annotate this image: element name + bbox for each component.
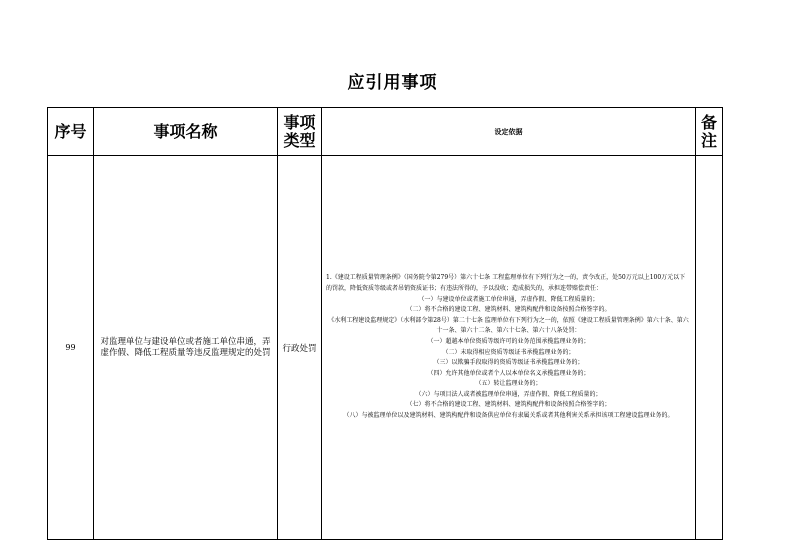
- basis-paragraph: 《水利工程建设监理规定》（水利部令第28号）第二十七条 监理单位有下列行为之一的，依照《建设工程质量管理条例》第六十条、第六十一条、第六十二条、第六十七条、第六十八条处罚：: [328, 316, 689, 335]
- page-title: 应引用事项: [347, 73, 438, 93]
- table-row: [48, 156, 723, 540]
- header-type: 事项类型: [278, 108, 322, 156]
- row-remark: [696, 156, 723, 540]
- basis-paragraph: （八）与被监理单位以及建筑材料、建筑构配件和设备供应单位有隶属关系或者其他利害关系承担该项工程建设监理业务的。: [343, 412, 674, 420]
- header-remark: 备注: [696, 108, 723, 156]
- header-basis: 设定依据: [322, 108, 696, 156]
- row-item-name: 对监理单位与建设单位或者施工单位串通，弄虚作假、降低工程质量等违反监理规定的处罚: [94, 156, 278, 540]
- basis-paragraph: （一）与建设单位或者施工单位串通，弄虚作假、降低工程质量的；: [418, 295, 599, 303]
- header-seq: 序号: [48, 108, 94, 156]
- basis-paragraph: 1.《建设工程质量管理条例》（国务院令第279号）第六十七条 工程监理单位有下列行为之一的，责令改正，处50万元以上100万元以下的罚款，降低资质等级或者吊销资质证书；有违法所得的，予以没收；造成损失的，承担连带赔偿责任：: [326, 274, 686, 292]
- header-name: 事项名称: [94, 108, 278, 156]
- basis-paragraph: （二）将不合格的建设工程、建筑材料、建筑构配件和设备按照合格签字的。: [406, 306, 611, 314]
- basis-paragraph: （三）以欺骗手段取得的资质等级证书承揽监理业务的；: [433, 359, 584, 367]
- basis-paragraph: （二）未取得相应资质等级证书承揽监理业务的；: [442, 348, 575, 356]
- items-table: [47, 107, 723, 540]
- table-header-row: [48, 108, 723, 156]
- basis-paragraph: （一）超越本单位资质等级许可的业务范围承揽监理业务的；: [427, 337, 590, 345]
- row-item-type: 行政处罚: [278, 156, 322, 540]
- row-basis: [322, 156, 696, 540]
- basis-paragraph: （五）转让监理业务的；: [475, 380, 542, 388]
- basis-paragraph: （六）与项目法人或者被监理单位串通，弄虚作假、降低工程质量的；: [415, 390, 602, 398]
- basis-paragraph: （七）将不合格的建设工程、建筑材料、建筑构配件和设备按照合格签字的；: [406, 401, 611, 409]
- basis-paragraph: （四）允许其他单位或者个人以本单位名义承揽监理业务的；: [427, 369, 590, 377]
- row-seq: 99: [48, 156, 94, 540]
